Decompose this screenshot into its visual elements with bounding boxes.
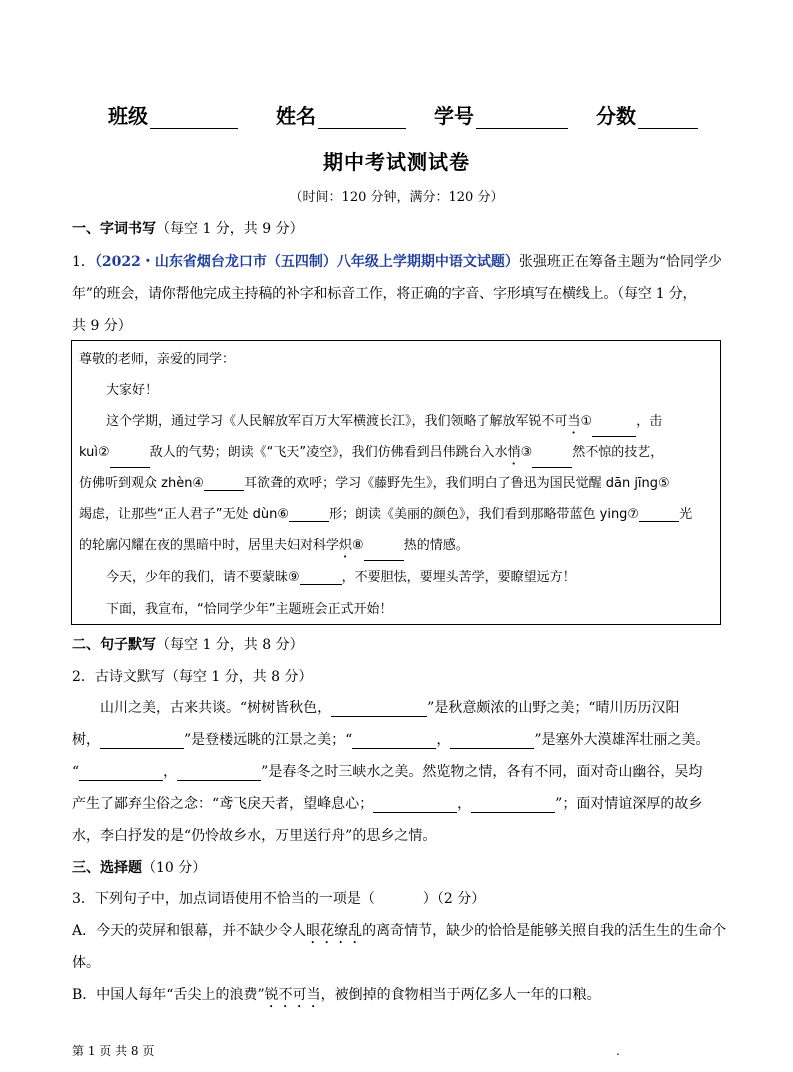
dotted-phrase-a: 眼花缭乱 — [306, 923, 363, 939]
q3-option-a[interactable] — [72, 920, 726, 947]
box-l7a: 的轮廓闪耀在夜的黑暗中时，居里夫妇对科学 — [79, 538, 340, 553]
page-number: 第 1 页 共 8 页 — [72, 1044, 155, 1058]
q2-intro: 2．古诗文默写（每空 1 分，共 8 分） — [72, 669, 313, 685]
blank-9-label: 今天，少年的我们，请不要蒙昧⑨ — [106, 570, 300, 585]
q1-source: （2022・山东省烟台龙口市（五四制）八年级上学期期中语文试题） — [94, 254, 519, 270]
q2-p2a: 树， — [72, 732, 100, 748]
footer-dot: . — [616, 1044, 620, 1058]
score-blank[interactable] — [638, 108, 698, 129]
q2-p4b: ， — [457, 796, 472, 812]
q3-stem-a: 3．下列句子中，加点词语使用不恰当的一项是（ — [72, 891, 375, 907]
blank-1-label: ① — [580, 414, 593, 429]
page-title: 期中考试测试卷 — [323, 150, 470, 174]
q3-stem — [72, 888, 485, 908]
blank-8-label: ⑧ — [352, 538, 364, 553]
q2-p3a: “ — [72, 764, 80, 780]
q2-p1b: ”是秋意颇浓的山野之美；“晴川历历汉阳 — [427, 700, 680, 716]
box-l8b: ，不要胆怯，要埋头苦学，要瞭望远方！ — [341, 570, 576, 585]
box-l6b: 形；朗读《美丽的颜色》，我们看到那略带蓝色 ying⑦ — [329, 507, 640, 522]
blank-4-label: 仿佛听到观众 zhèn④ — [79, 476, 205, 491]
poem-blank-7[interactable] — [373, 798, 457, 813]
blank-8[interactable] — [364, 546, 404, 561]
box-line-5 — [79, 472, 670, 491]
q2-p4a: 产生了鄙弃尘俗之念：“鸢飞戾天者，望峰息心； — [72, 796, 374, 812]
section-2-note: （每空 1 分，共 8 分） — [156, 637, 304, 653]
box-line-8 — [106, 566, 576, 585]
blank-2-label: kuì② — [79, 445, 110, 460]
poem-blank-8[interactable] — [471, 798, 555, 813]
section-2-heading — [72, 634, 304, 654]
box-line-7 — [79, 534, 469, 561]
box-line-4 — [79, 441, 663, 468]
blank-4[interactable] — [204, 476, 244, 491]
q3-b1b: ，被倒掉的食物相当于两亿多人一年的口粮。 — [320, 987, 601, 1003]
section-3-note: （10 分） — [142, 860, 207, 876]
name-field[interactable] — [276, 100, 406, 129]
q3-option-b[interactable] — [72, 984, 601, 1011]
box-l5b: 耳欲聋的欢呼；学习《藤野先生》，我们明白了鲁迅为国民觉醒 dān jīng⑤ — [244, 476, 670, 491]
blank-2[interactable] — [110, 453, 150, 468]
q2-p2d: ”是塞外大漠雄浑壮丽之美。 — [534, 732, 710, 748]
box-l4b: 敌人的气势；朗读《“飞天”凌空》，我们仿佛看到吕伟跳台入水 — [149, 445, 508, 460]
q2-line-1 — [100, 697, 679, 717]
box-line-6 — [79, 503, 692, 522]
section-2-title: 二、句子默写 — [72, 637, 156, 653]
q2-p2c: ， — [436, 732, 451, 748]
section-1-heading — [72, 218, 304, 238]
name-label: 姓名 — [276, 104, 316, 128]
q3-a1b: 的离奇情节，缺少的恰恰是能够关照自我的活生生的生命个 — [362, 923, 727, 939]
id-blank[interactable] — [476, 108, 568, 129]
name-blank[interactable] — [318, 108, 406, 129]
poem-blank-3[interactable] — [352, 734, 436, 749]
poem-blank-4[interactable] — [450, 734, 534, 749]
box-l3c: ，击 — [636, 414, 663, 429]
box-line-9: 下面，我宣布，“恰同学少年”主题班会正式开始！ — [106, 602, 393, 617]
section-3-heading — [72, 857, 206, 877]
box-line-3 — [106, 410, 662, 437]
blank-1[interactable] — [592, 422, 636, 437]
q1-number: 1． — [72, 254, 95, 270]
section-3-title: 三、选择题 — [72, 860, 142, 876]
poem-blank-2[interactable] — [100, 734, 184, 749]
box-l3a: 这个学期，通过学习《人民解放军百万大军横渡长江》，我们领略了解放军锐不可 — [106, 414, 568, 429]
score-field[interactable] — [596, 100, 698, 129]
box-hello: 大家好！ — [106, 383, 159, 398]
exam-info: （时间：120 分钟，满分：120 分） — [289, 190, 504, 205]
q2-line-5: 水，李白抒发的是“仍怜故乡水，万里送行舟”的思乡之情。 — [72, 828, 437, 844]
dotted-phrase-b: 锐不可当 — [264, 987, 321, 1003]
blank-6-label: 竭虑，让那些“正人君子”无处 dùn⑥ — [79, 507, 289, 522]
section-1-title: 一、字词书写 — [72, 221, 156, 237]
section-1-note: （每空 1 分，共 9 分） — [156, 221, 304, 237]
dotted-char-chi: 炽 — [339, 538, 353, 553]
q3-option-a-cont: 体。 — [72, 955, 100, 971]
q1-text-b: 年”的班会，请你帮他完成主持稿的补字和标音工作，将正确的字音、字形填写在横线上。（每空 1 分， — [72, 286, 697, 302]
class-blank[interactable] — [150, 108, 238, 129]
poem-blank-6[interactable] — [177, 766, 261, 781]
blank-7[interactable] — [639, 507, 679, 522]
box-greeting: 尊敬的老师，亲爱的同学： — [79, 352, 236, 367]
box-l4d: 然不惊的技艺， — [572, 445, 664, 460]
class-label: 班级 — [108, 104, 148, 128]
q3-stem-b: ）（2 分） — [422, 891, 486, 907]
dotted-char-qiao: 悄 — [507, 445, 521, 460]
id-field[interactable] — [434, 100, 568, 129]
q2-p1a: 山川之美，古来共谈。“树树皆秋色， — [100, 700, 332, 716]
box-l6c: 光 — [679, 507, 693, 522]
q2-line-2 — [72, 729, 710, 749]
dotted-char-dang: 当 — [567, 414, 581, 429]
q2-line-3 — [72, 761, 702, 781]
box-l7c: 热的情感。 — [403, 538, 469, 553]
q2-p3c: ”是春冬之时三峡水之美。然览物之情，各有不同，面对奇山幽谷，吴均 — [261, 764, 703, 780]
poem-blank-5[interactable] — [79, 766, 163, 781]
blank-3[interactable] — [532, 453, 572, 468]
blank-9[interactable] — [300, 570, 342, 585]
class-field[interactable] — [108, 100, 238, 129]
q2-p4c: ”；面对情谊深厚的故乡 — [555, 796, 703, 812]
question-1 — [72, 246, 722, 342]
q2-line-4 — [72, 793, 702, 813]
q3-a1: A．今天的荧屏和银幕，并不缺少令人 — [72, 923, 307, 939]
q2-p3b: ， — [163, 764, 178, 780]
score-label: 分数 — [596, 104, 636, 128]
poem-blank-1[interactable] — [331, 702, 427, 717]
blank-6[interactable] — [289, 507, 329, 522]
q3-b1: B．中国人每年“舌尖上的浪费” — [72, 987, 265, 1003]
id-label: 学号 — [434, 104, 474, 128]
blank-3-label: ③ — [520, 445, 533, 460]
student-info-header — [0, 100, 793, 134]
q1-text-c: 共 9 分） — [72, 318, 132, 334]
q2-p2b: ”是登楼远眺的江景之美；“ — [184, 732, 353, 748]
q1-text-a: 张强班正在筹备主题为“恰同学少 — [518, 254, 723, 270]
